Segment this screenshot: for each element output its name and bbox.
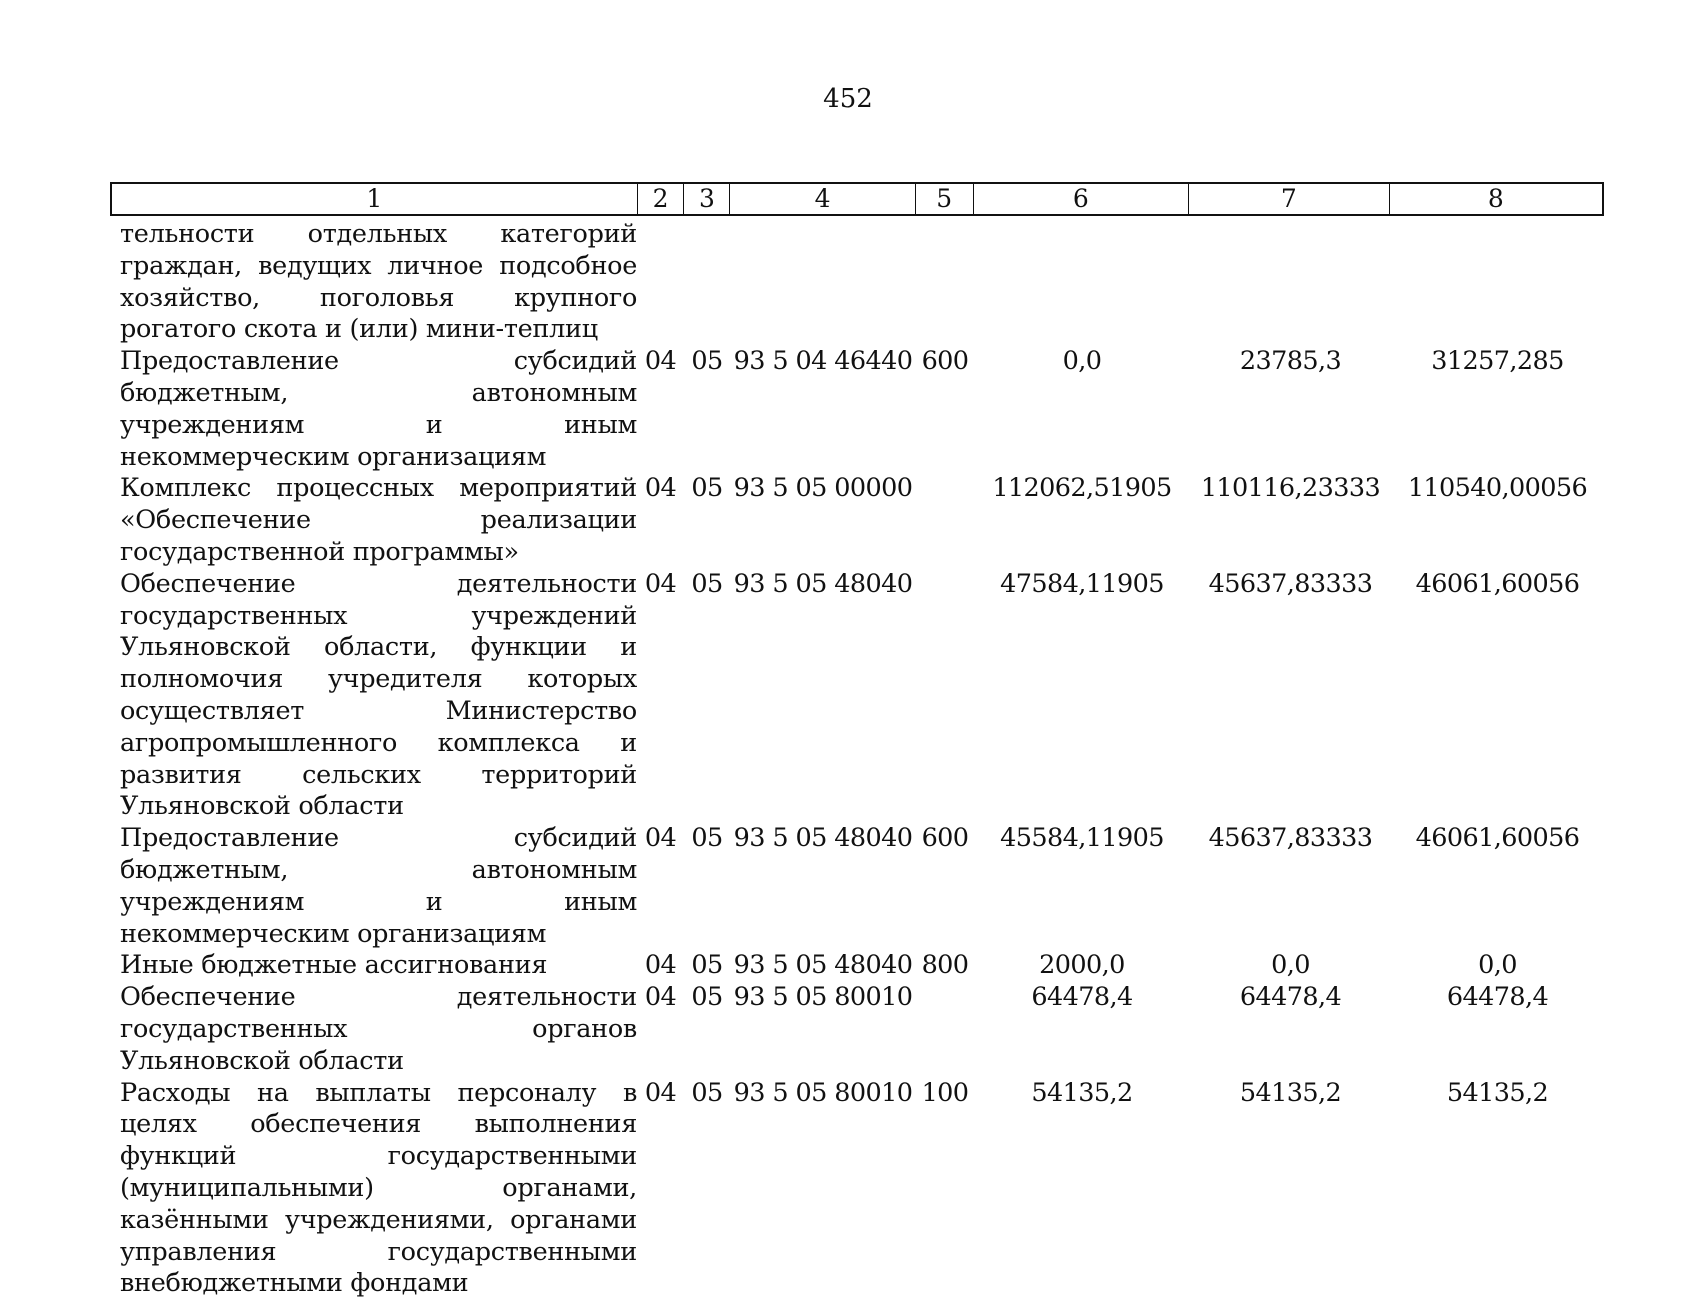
row-target-code: 93 5 05 80010 bbox=[733, 1077, 913, 1108]
header-col-2: 2 bbox=[638, 184, 685, 214]
row-section: 04 bbox=[644, 950, 677, 981]
row-amount-col6: 45584,11905 bbox=[1000, 823, 1164, 854]
row-name: Предоставление субсидий бюджетным, автономным учреждениям и иным некоммерческим организациям bbox=[120, 823, 637, 949]
row-section: 04 bbox=[644, 473, 677, 504]
row-amount-col6: 64478,4 bbox=[1031, 982, 1133, 1013]
header-col-3: 3 bbox=[684, 184, 730, 214]
table-body bbox=[110, 219, 1604, 1300]
row-section: 04 bbox=[644, 823, 677, 854]
row-section: 04 bbox=[644, 982, 677, 1013]
row-name: Комплекс процессных мероприятий «Обеспечение реализации государственной программы» bbox=[120, 473, 637, 567]
row-name: Обеспечение деятельности государственных учреждений Ульяновской области, функции и полномочия учредителя которых осуществляет Министерство агропромышленного комплекса и развития сельских территорий Ульяновской области bbox=[120, 568, 637, 822]
table-row bbox=[110, 346, 1604, 473]
row-name: Обеспечение деятельности государственных органов Ульяновской области bbox=[120, 982, 637, 1076]
header-col-7: 7 bbox=[1189, 184, 1389, 214]
row-amount-col6: 0,0 bbox=[1062, 346, 1102, 377]
row-expense-type: 100 bbox=[921, 1077, 969, 1108]
row-target-code: 93 5 04 46440 bbox=[733, 346, 913, 377]
row-amount-col6: 54135,2 bbox=[1031, 1077, 1133, 1108]
header-col-6: 6 bbox=[974, 184, 1189, 214]
row-amount-col8: 64478,4 bbox=[1446, 982, 1549, 1013]
row-amount-col7: 54135,2 bbox=[1239, 1077, 1342, 1108]
row-amount-col6: 112062,51905 bbox=[992, 473, 1172, 504]
row-amount-col8: 46061,60056 bbox=[1415, 823, 1580, 854]
table-row bbox=[110, 982, 1604, 1077]
row-name: Расходы на выплаты персоналу в целях обеспечения выполнения функций государственными (муниципальными) органами, казёнными учреждениями, органами управления государственными внебюджетными фондами bbox=[120, 1077, 637, 1299]
row-amount-col8: 0,0 bbox=[1478, 950, 1517, 981]
row-expense-type: 600 bbox=[921, 346, 969, 377]
table-row bbox=[110, 1078, 1604, 1300]
page-number: 452 bbox=[823, 84, 873, 114]
row-name: Иные бюджетные ассигнования bbox=[120, 950, 548, 981]
row-subsection: 05 bbox=[691, 473, 723, 504]
table-row bbox=[110, 569, 1604, 823]
row-section: 04 bbox=[644, 346, 677, 377]
row-target-code: 93 5 05 48040 bbox=[733, 568, 913, 599]
row-subsection: 05 bbox=[691, 823, 723, 854]
row-expense-type: 800 bbox=[921, 950, 969, 981]
header-col-5: 5 bbox=[916, 184, 974, 214]
row-amount-col8: 110540,00056 bbox=[1407, 473, 1588, 504]
row-section: 04 bbox=[644, 1077, 677, 1108]
row-subsection: 05 bbox=[691, 568, 723, 599]
row-subsection: 05 bbox=[691, 982, 723, 1013]
row-section: 04 bbox=[644, 568, 677, 599]
table-row bbox=[110, 219, 1604, 346]
row-amount-col8: 46061,60056 bbox=[1415, 568, 1580, 599]
table-row bbox=[110, 823, 1604, 950]
row-name: тельности отдельных категорий граждан, ведущих личное подсобное хозяйство, поголовья крупного рогатого скота и (или) мини-теплиц bbox=[120, 219, 637, 345]
row-amount-col8: 31257,285 bbox=[1431, 346, 1564, 377]
row-subsection: 05 bbox=[691, 1077, 723, 1108]
table-row bbox=[110, 473, 1604, 568]
row-amount-col7: 0,0 bbox=[1271, 950, 1310, 981]
row-amount-col6: 47584,11905 bbox=[1000, 568, 1164, 599]
row-name: Предоставление субсидий бюджетным, автономным учреждениям и иным некоммерческим организациям bbox=[120, 346, 637, 472]
table-row bbox=[110, 950, 1604, 982]
row-amount-col7: 64478,4 bbox=[1239, 982, 1342, 1013]
row-target-code: 93 5 05 00000 bbox=[733, 473, 913, 504]
row-amount-col7: 45637,83333 bbox=[1208, 823, 1373, 854]
row-target-code: 93 5 05 48040 bbox=[733, 950, 913, 981]
row-target-code: 93 5 05 48040 bbox=[733, 823, 913, 854]
row-subsection: 05 bbox=[691, 950, 723, 981]
header-col-8: 8 bbox=[1487, 184, 1504, 213]
table-header bbox=[110, 182, 1604, 216]
row-expense-type: 600 bbox=[921, 823, 969, 854]
header-col-1: 1 bbox=[112, 184, 638, 214]
row-amount-col6: 2000,0 bbox=[1039, 950, 1125, 981]
header-col-4: 4 bbox=[730, 184, 916, 214]
row-amount-col7: 45637,83333 bbox=[1208, 568, 1373, 599]
row-amount-col7: 110116,23333 bbox=[1200, 473, 1381, 504]
row-target-code: 93 5 05 80010 bbox=[733, 982, 913, 1013]
row-amount-col7: 23785,3 bbox=[1239, 346, 1342, 377]
row-subsection: 05 bbox=[691, 346, 723, 377]
row-amount-col8: 54135,2 bbox=[1446, 1077, 1549, 1108]
